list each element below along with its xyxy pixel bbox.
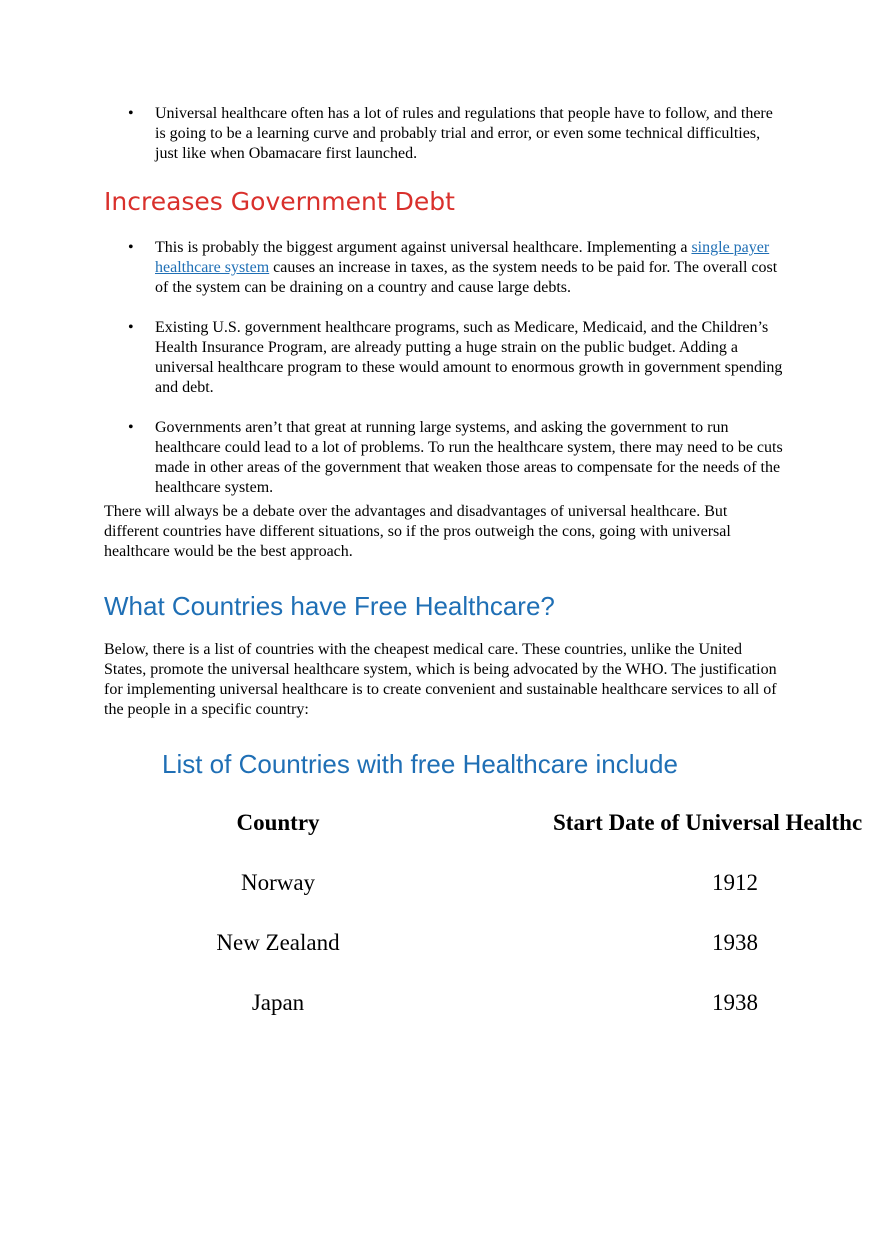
list-item	[104, 104, 784, 164]
bullet-text-after: causes an increase in taxes, as the system needs to be paid for. The overall cost of the system can be draining on a country and cause large debts.	[155, 259, 778, 296]
debt-bullet-list	[104, 238, 784, 498]
bullet-icon: •	[128, 239, 134, 256]
table-cell-year: 1938	[712, 990, 758, 1015]
table-cell-year: 1938	[712, 930, 758, 955]
bullet-icon: •	[128, 105, 134, 122]
single-payer-link[interactable]: single payer healthcare system	[155, 239, 770, 276]
bullet-text: Universal healthcare often has a lot of rules and regulations that people have to follow, and there is going to be a learning curve and probably trial and error, or even some technical difficulties, just like when Obamacare first launched.	[155, 105, 773, 162]
list-heading: List of Countries with free Healthcare include	[162, 749, 678, 779]
list-item	[104, 318, 784, 398]
debt-conclusion-paragraph: There will always be a debate over the advantages and disadvantages of universal healthcare. But different countries have different situations, so if the pros outweigh the cons, going with universal healthcare would be the best approach.	[104, 503, 731, 560]
table-cell-country: Norway	[240, 870, 316, 895]
list-item	[104, 418, 784, 498]
bullet-text: Governments aren’t that great at running large systems, and asking the government to run healthcare could lead to a lot of problems. To run the healthcare system, there may need to be cuts made in other areas of the government that weaken those areas to compensate for the needs of the healthcare system.	[155, 419, 783, 496]
bullet-text: Existing U.S. government healthcare programs, such as Medicare, Medicaid, and the Children’s Health Insurance Program, are already putting a huge strain on the public budget. Adding a universal healthcare program to these would amount to enormous growth in government spending and debt.	[155, 319, 783, 396]
table-header-country: Country	[236, 810, 320, 835]
table-cell-year: 1912	[712, 870, 758, 895]
bullet-text-before: This is probably the biggest argument against universal healthcare. Implementing a	[155, 239, 692, 256]
countries-intro-paragraph: Below, there is a list of countries with the cheapest medical care. These countries, unlike the United States, promote the universal healthcare system, which is being advocated by the WHO. The justification for implementing universal healthcare is to create convenient and sustainable healthcare services to all of the people in a specific country:	[104, 641, 777, 718]
table-cell-country: Japan	[251, 990, 305, 1015]
list-item	[104, 238, 784, 298]
section-heading-countries: What Countries have Free Healthcare?	[104, 591, 555, 621]
section-heading-debt: Increases Government Debt	[104, 187, 455, 216]
table-header-start-date: Start Date of Universal Healthc	[553, 810, 863, 835]
intro-bullet-list	[104, 104, 784, 164]
table-cell-country: New Zealand	[216, 930, 340, 955]
bullet-icon: •	[128, 419, 134, 436]
bullet-icon: •	[128, 319, 134, 336]
